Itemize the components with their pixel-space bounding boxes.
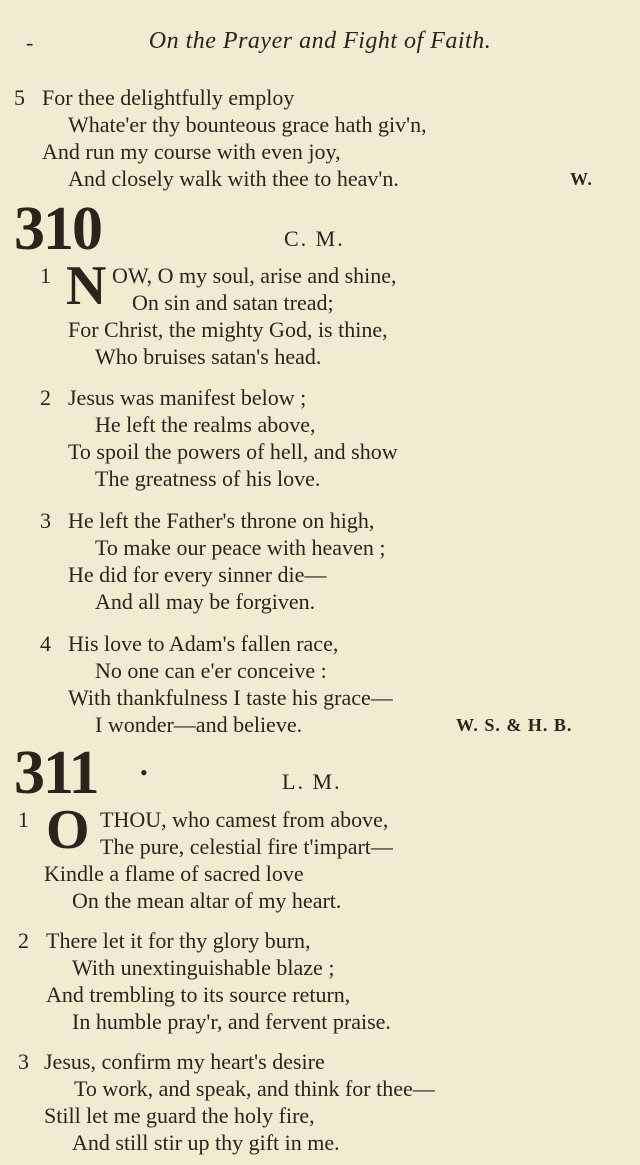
verse-line: OW, O my soul, arise and shine, [112, 263, 397, 288]
verse-line: With unextinguishable blaze ; [72, 955, 335, 980]
verse-line: The pure, celestial fire t'impart— [100, 834, 393, 859]
verse-line: With thankfulness I taste his grace— [68, 685, 393, 710]
print-mark: • [140, 760, 148, 785]
running-header: On the Prayer and Fight of Faith. [148, 28, 492, 54]
author-attribution: W. [570, 169, 593, 189]
verse-line: No one can e'er conceive : [95, 658, 327, 683]
stanza-number: 3 [40, 508, 51, 533]
verse-line: And trembling to its source return, [46, 982, 351, 1007]
verse-line: And run my course with even joy, [42, 139, 341, 164]
verse-line: And closely walk with thee to heav'n. [68, 166, 399, 191]
stanza-number: 3 [18, 1049, 29, 1074]
hymn-number: 310 [14, 195, 101, 263]
stanza-number: 2 [40, 385, 51, 410]
stanza-number: 4 [40, 631, 51, 656]
verse-line: He did for every sinner die— [68, 562, 327, 587]
hymn-meter: C. M. [284, 226, 345, 251]
author-attribution: W. S. & H. B. [456, 715, 573, 735]
verse-line: In humble pray'r, and fervent praise. [72, 1009, 391, 1034]
verse-line: There let it for thy glory burn, [46, 928, 311, 953]
verse-line: He left the realms above, [95, 412, 316, 437]
verse-line: And all may be forgiven. [95, 589, 316, 614]
verse-line: Still let me guard the holy fire, [44, 1103, 315, 1128]
drop-cap: N [66, 255, 107, 317]
hymn-meter: L. M. [282, 769, 342, 794]
verse-line: To work, and speak, and think for thee— [74, 1076, 435, 1101]
verse-line: For Christ, the mighty God, is thine, [68, 317, 388, 342]
verse-line: THOU, who camest from above, [100, 807, 389, 832]
verse-line: Kindle a flame of sacred love [44, 861, 304, 886]
verse-line: He left the Father's throne on high, [68, 508, 375, 533]
verse-line: I wonder—and believe. [95, 712, 303, 737]
stanza-number: 1 [40, 263, 51, 288]
verse-line: On the mean altar of my heart. [72, 888, 342, 913]
verse-line: Whate'er thy bounteous grace hath giv'n, [68, 112, 427, 137]
verse-line: For thee delightfully employ [42, 85, 295, 110]
stanza-number: 5 [14, 85, 25, 110]
stanza-number: 1 [18, 807, 29, 832]
verse-line: The greatness of his love. [95, 466, 321, 491]
hymn-number: 311 [14, 739, 98, 807]
verse-line: On sin and satan tread; [132, 290, 334, 315]
stanza-number: 2 [18, 928, 29, 953]
verse-line: Jesus was manifest below ; [68, 385, 307, 410]
verse-line: To make our peace with heaven ; [95, 535, 386, 560]
verse-line: To spoil the powers of hell, and show [68, 439, 398, 464]
verse-line: His love to Adam's fallen race, [68, 631, 339, 656]
header-mark: - [26, 30, 34, 55]
verse-line: Jesus, confirm my heart's desire [44, 1049, 325, 1074]
verse-line: Who bruises satan's head. [95, 344, 322, 369]
verse-line: And still stir up thy gift in me. [72, 1130, 340, 1155]
drop-cap: O [46, 799, 90, 861]
